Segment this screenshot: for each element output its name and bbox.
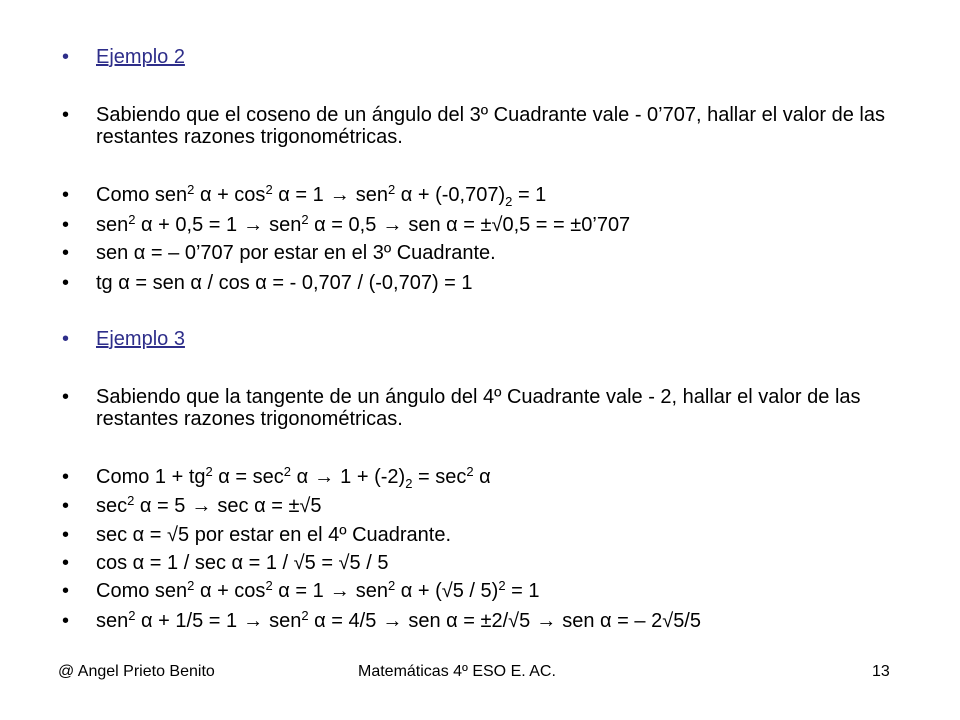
equation: sen$^2$ α + 0,5 = 1 → sen$^2$ α = 0,5 → sen α = ±√0,5 = = ±0’707 — [96, 212, 631, 236]
equation: sen α = – 0’707 por estar en el 3º Cuadrante. — [96, 242, 496, 264]
equation: $\sec^2 \alpha = 5 \to \sec \alpha = \pm√5$ — [96, 493, 322, 517]
bullet: • — [62, 272, 70, 294]
bullet: • — [62, 524, 70, 546]
equation: Como sen$^2$ $\alpha + \cos^2 \alpha = 1 \to sen^2$ α + (√5 / 5)$^2$ = 1 — [96, 578, 540, 602]
footer-course: Matemáticas 4º ESO E. AC. — [358, 663, 556, 680]
bullet: • — [62, 495, 70, 517]
equation: tg α = sen α / cos α = - 0,707 / (-0,707) = 1 — [96, 272, 473, 294]
bullet: • — [62, 104, 70, 126]
arrow-right-icon: → — [314, 466, 335, 488]
footer-author: @ Angel Prieto Benito — [58, 663, 215, 680]
arrow-right-icon: → — [382, 214, 403, 236]
bullet: • — [62, 242, 70, 264]
bullet: • — [62, 46, 70, 68]
equation: sen$^2$ α + 1/5 = 1 → sen$^2$ α = 4/5 → sen α = ±2/√5 → sen α = – 2√5/5 — [96, 608, 701, 632]
bullet: • — [62, 328, 70, 350]
bullet: • — [62, 184, 70, 206]
bullet: • — [62, 580, 70, 602]
equation: sec α = √5 por estar en el 4º Cuadrante. — [96, 524, 452, 546]
arrow-right-icon: → — [243, 610, 264, 632]
bullet: • — [62, 552, 70, 574]
example3-heading: Ejemplo 3 — [96, 328, 185, 350]
arrow-right-icon: → — [329, 580, 350, 602]
bullet: • — [62, 610, 70, 632]
arrow-right-icon: → — [243, 214, 264, 236]
arrow-right-icon: → — [536, 610, 557, 632]
footer-page-number: 13 — [872, 663, 890, 680]
equation: cos α = 1 / sec α = 1 / √5 = √5 / 5 — [96, 552, 389, 574]
bullet: • — [62, 466, 70, 488]
example2-statement: Sabiendo que el coseno de un ángulo del 3º Cuadrante vale - 0’707, hallar el valor de las restantes razones trigonométricas. — [96, 104, 885, 148]
arrow-right-icon: → — [191, 495, 212, 517]
arrow-right-icon: → — [329, 184, 350, 206]
bullet: • — [62, 214, 70, 236]
example2-heading: Ejemplo 2 — [96, 46, 185, 68]
equation: Como sen$^2$ $\alpha + \cos^2 \alpha = 1 \to sen^2$ $\alpha + (-0,707)_2 = 1$ — [96, 182, 547, 209]
example3-statement: Sabiendo que la tangente de un ángulo del 4º Cuadrante vale - 2, hallar el valor de las restantes razones trigonométricas. — [96, 386, 861, 430]
equation: Como $1 + tg^2$ $\alpha = \sec^2 \alpha \to 1 + (-2)_2 = \sec^2 \alpha$ — [96, 464, 491, 491]
bullet: • — [62, 386, 70, 408]
arrow-right-icon: → — [382, 610, 403, 632]
